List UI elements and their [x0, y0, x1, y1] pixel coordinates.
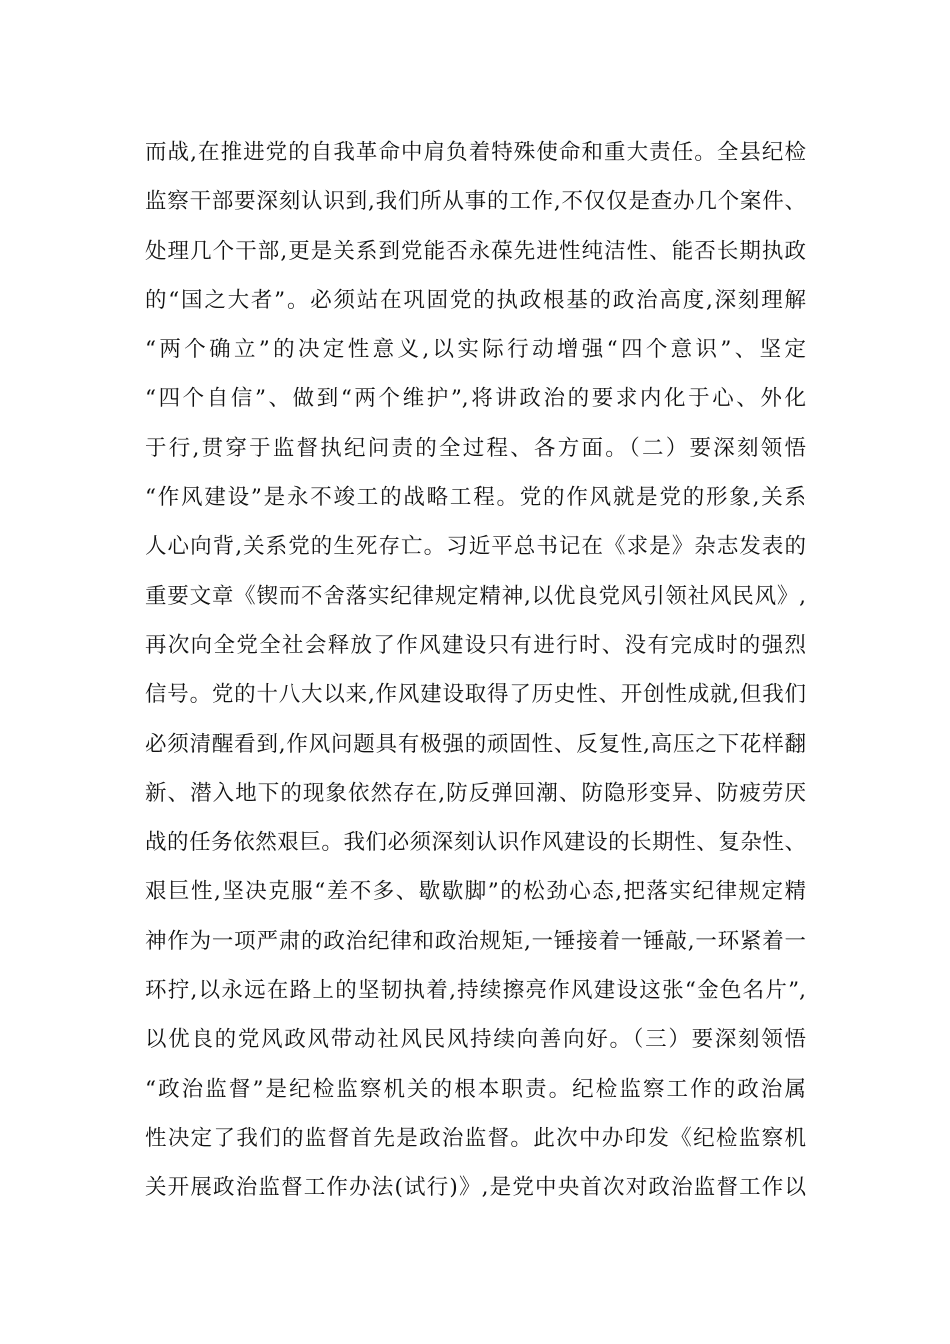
text-line: 重要文章《锲而不舍落实纪律规定精神,以优良党风引领社风民风》, — [145, 583, 806, 609]
text-line: 而战,在推进党的自我革命中肩负着特殊使命和重大责任。全县纪检 — [145, 140, 806, 165]
text-line: 的“国之大者”。必须站在巩固党的执政根基的政治高度,深刻理解 — [145, 287, 806, 313]
text-line: 信号。党的十八大以来,作风建设取得了历史性、开创性成就,但我们 — [145, 682, 806, 708]
text-line: 再次向全党全社会释放了作风建设只有进行时、没有完成时的强烈 — [145, 632, 806, 658]
text-line: 新、潜入地下的现象依然存在,防反弹回潮、防隐形变异、防疲劳厌 — [145, 780, 806, 806]
text-line: “政治监督”是纪检监察机关的根本职责。纪检监察工作的政治属 — [145, 1076, 806, 1102]
text-line: 艰巨性,坚决克服“差不多、歇歇脚”的松劲心态,把落实纪律规定精 — [145, 879, 806, 905]
text-line: 战的任务依然艰巨。我们必须深刻认识作风建设的长期性、复杂性、 — [145, 830, 806, 856]
text-line: 必须清醒看到,作风问题具有极强的顽固性、反复性,高压之下花样翻 — [145, 731, 806, 757]
text-line: 神作为一项严肃的政治纪律和政治规矩,一锤接着一锤敲,一环紧着一 — [145, 928, 806, 954]
text-line: “四个自信”、做到“两个维护”,将讲政治的要求内化于心、外化 — [145, 386, 806, 412]
text-line: 以优良的党风政风带动社风民风持续向善向好。（三）要深刻领悟 — [145, 1027, 806, 1053]
text-line: “作风建设”是永不竣工的战略工程。党的作风就是党的形象,关系 — [145, 485, 806, 511]
text-line: 于行,贯穿于监督执纪问责的全过程、各方面。（二）要深刻领悟 — [145, 435, 806, 461]
text-line: 监察干部要深刻认识到,我们所从事的工作,不仅仅是查办几个案件、 — [145, 189, 806, 215]
text-line: 环拧,以永远在路上的坚韧执着,持续擦亮作风建设这张“金色名片”, — [145, 978, 806, 1004]
body-text — [145, 128, 806, 1213]
text-line: “两个确立”的决定性意义,以实际行动增强“四个意识”、坚定 — [145, 337, 806, 363]
text-line: 人心向背,关系党的生死存亡。习近平总书记在《求是》杂志发表的 — [145, 534, 806, 560]
text-line: 处理几个干部,更是关系到党能否永葆先进性纯洁性、能否长期执政 — [145, 238, 806, 264]
text-line: 性决定了我们的监督首先是政治监督。此次中办印发《纪检监察机 — [145, 1125, 806, 1151]
text-line: 关开展政治监督工作办法(试行)》,是党中央首次对政治监督工作以 — [145, 1175, 806, 1201]
